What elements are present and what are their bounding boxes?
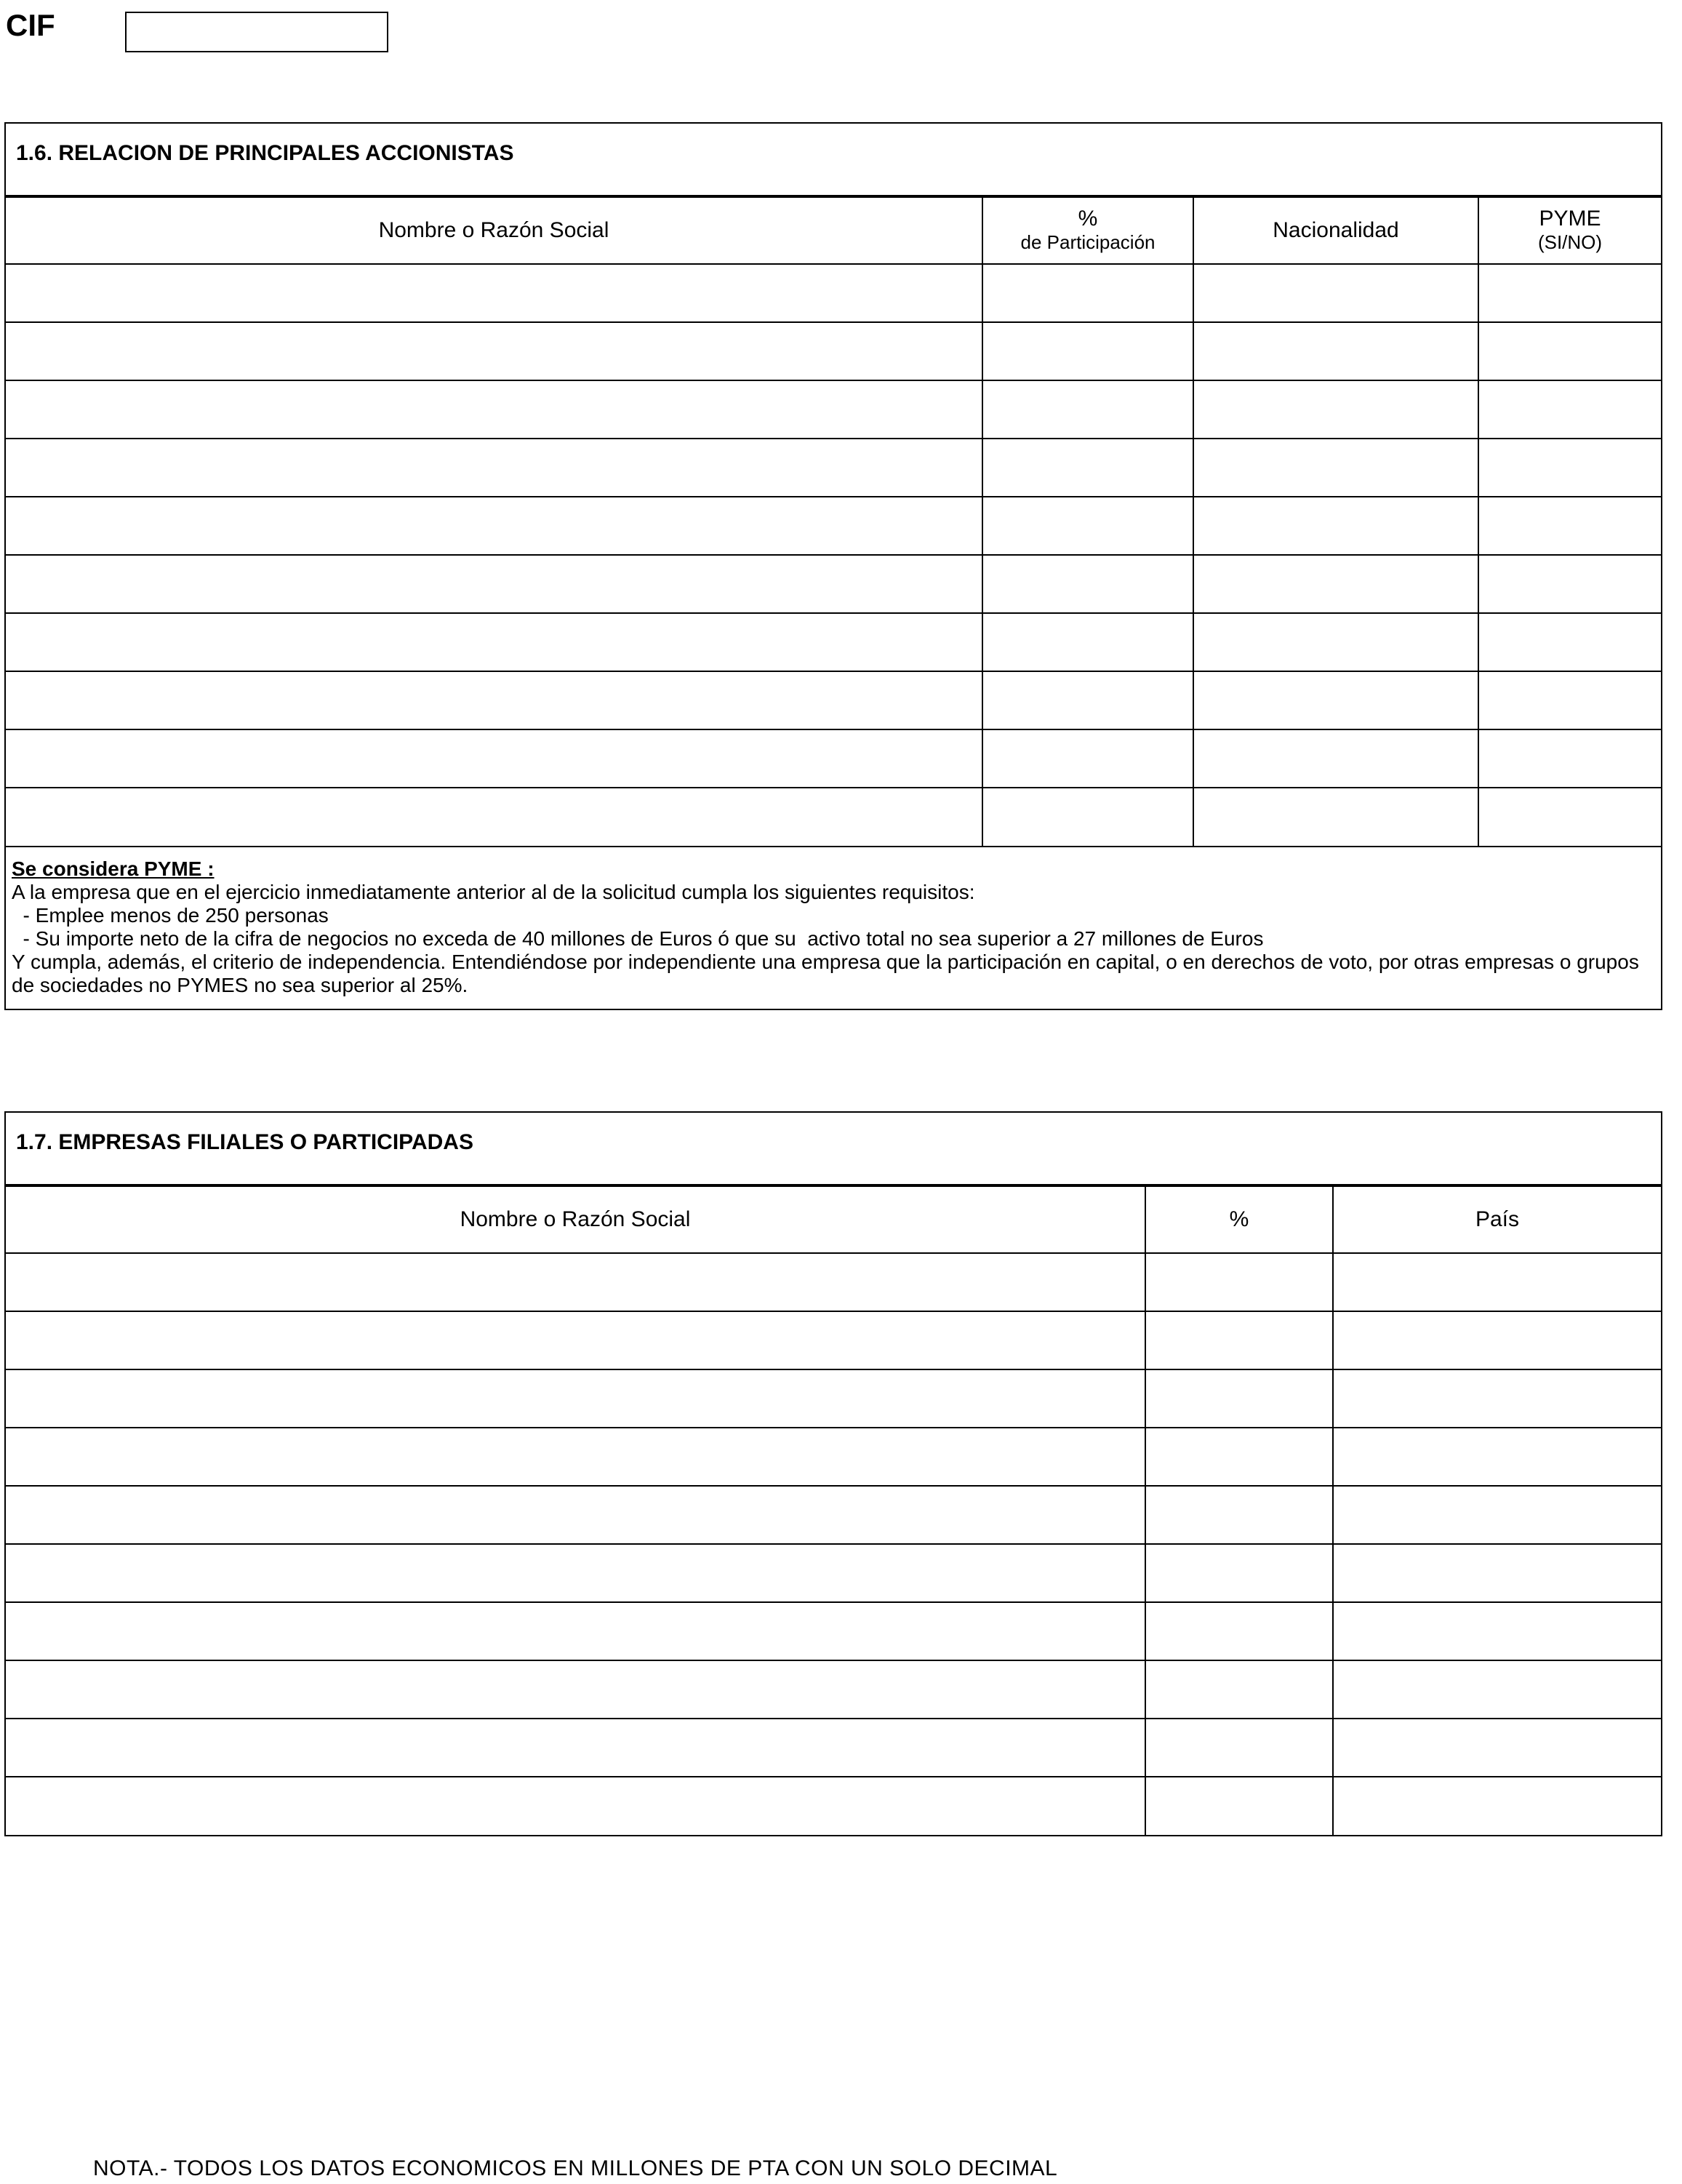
table-cell-nationality xyxy=(1193,555,1478,613)
table-cell-pct xyxy=(1145,1777,1333,1835)
table-cell-name xyxy=(6,555,982,613)
table-cell-pct xyxy=(982,380,1193,439)
country-input[interactable] xyxy=(1334,1777,1661,1835)
table-cell-country xyxy=(1333,1253,1661,1311)
pct-input[interactable] xyxy=(1146,1428,1332,1485)
table-row xyxy=(6,555,1661,613)
table-cell-pyme xyxy=(1478,380,1661,439)
nationality-input[interactable] xyxy=(1194,323,1478,380)
table-cell-pct xyxy=(1145,1544,1333,1602)
table-cell-nationality xyxy=(1193,671,1478,729)
pct-input[interactable] xyxy=(1146,1370,1332,1427)
pct-input[interactable] xyxy=(983,497,1193,554)
pct-input[interactable] xyxy=(1146,1661,1332,1718)
table-row xyxy=(6,1486,1661,1544)
section-title-subsidiaries: 1.7. EMPRESAS FILIALES O PARTICIPADAS xyxy=(6,1113,1661,1185)
table-cell-pyme xyxy=(1478,729,1661,788)
table-cell-name xyxy=(6,1486,1145,1544)
name-input[interactable] xyxy=(6,1487,1145,1543)
table-cell-name xyxy=(6,671,982,729)
table-row xyxy=(6,1311,1661,1369)
table-cell-country xyxy=(1333,1369,1661,1428)
table-cell-name xyxy=(6,1369,1145,1428)
pct-input[interactable] xyxy=(1146,1312,1332,1369)
table-cell-name xyxy=(6,264,982,322)
pyme-input[interactable] xyxy=(1479,556,1661,612)
country-input[interactable] xyxy=(1334,1254,1661,1311)
table-cell-name xyxy=(6,613,982,671)
nationality-input[interactable] xyxy=(1194,730,1478,787)
name-input[interactable] xyxy=(6,1603,1145,1660)
table-cell-pyme xyxy=(1478,439,1661,497)
nationality-input[interactable] xyxy=(1194,381,1478,438)
country-input[interactable] xyxy=(1334,1312,1661,1369)
nationality-input[interactable] xyxy=(1194,672,1478,729)
table-cell-country xyxy=(1333,1660,1661,1719)
table-cell-pyme xyxy=(1478,788,1661,846)
pct-input[interactable] xyxy=(1146,1545,1332,1601)
table-cell-name xyxy=(6,1602,1145,1660)
pct-input[interactable] xyxy=(983,730,1193,787)
nationality-input[interactable] xyxy=(1194,614,1478,671)
pct-input[interactable] xyxy=(1146,1777,1332,1835)
pyme-input[interactable] xyxy=(1479,439,1661,496)
table-cell-pct xyxy=(982,613,1193,671)
pyme-input[interactable] xyxy=(1479,265,1661,321)
table-cell-pct xyxy=(1145,1660,1333,1719)
table-cell-name xyxy=(6,439,982,497)
name-input[interactable] xyxy=(6,265,982,321)
section-subsidiaries xyxy=(4,1111,1662,1836)
shareholders-table xyxy=(6,196,1661,846)
table-cell-pyme xyxy=(1478,613,1661,671)
table-cell-nationality xyxy=(1193,497,1478,555)
name-input[interactable] xyxy=(6,556,982,612)
col-header-pyme-label: PYME xyxy=(1539,207,1601,231)
table-cell-name xyxy=(6,729,982,788)
pyme-notes-line: A la empresa que en el ejercicio inmediatamente anterior al de la solicitud cumpla los siguientes requisitos: xyxy=(12,881,975,903)
pct-input[interactable] xyxy=(983,556,1193,612)
country-input[interactable] xyxy=(1334,1719,1661,1776)
table-row xyxy=(6,729,1661,788)
section-shareholders xyxy=(4,122,1662,1010)
name-input[interactable] xyxy=(6,672,982,729)
name-input[interactable] xyxy=(6,1254,1145,1311)
table-row xyxy=(6,380,1661,439)
table-cell-country xyxy=(1333,1486,1661,1544)
subsidiaries-table xyxy=(6,1185,1661,1835)
col-header-participation xyxy=(982,197,1193,264)
pyme-input[interactable] xyxy=(1479,730,1661,787)
section-title-shareholders: 1.6. RELACION DE PRINCIPALES ACCIONISTAS xyxy=(6,124,1661,196)
cif-input[interactable] xyxy=(125,12,388,52)
table-cell-nationality xyxy=(1193,788,1478,846)
table-cell-country xyxy=(1333,1719,1661,1777)
table-cell-pct xyxy=(982,671,1193,729)
table-row xyxy=(6,1777,1661,1835)
table-cell-pct xyxy=(1145,1253,1333,1311)
country-input[interactable] xyxy=(1334,1545,1661,1601)
col-header-percentage: % xyxy=(1145,1186,1333,1253)
table-cell-pyme xyxy=(1478,264,1661,322)
table-cell-pct xyxy=(982,497,1193,555)
table-cell-nationality xyxy=(1193,613,1478,671)
table-cell-pct xyxy=(1145,1602,1333,1660)
table-cell-name xyxy=(6,1777,1145,1835)
pct-input[interactable] xyxy=(983,381,1193,438)
col-header-name: Nombre o Razón Social xyxy=(6,1186,1145,1253)
pyme-input[interactable] xyxy=(1479,323,1661,380)
name-input[interactable] xyxy=(6,1428,1145,1485)
name-input[interactable] xyxy=(6,1545,1145,1601)
pyme-definition-notes xyxy=(6,846,1661,1009)
table-row xyxy=(6,264,1661,322)
pct-input[interactable] xyxy=(1146,1487,1332,1543)
pyme-input[interactable] xyxy=(1479,614,1661,671)
name-input[interactable] xyxy=(6,1312,1145,1369)
pct-input[interactable] xyxy=(1146,1254,1332,1311)
table-cell-name xyxy=(6,497,982,555)
pyme-notes-title: Se considera PYME : xyxy=(12,857,215,880)
table-cell-name xyxy=(6,1311,1145,1369)
nationality-input[interactable] xyxy=(1194,556,1478,612)
table-cell-nationality xyxy=(1193,439,1478,497)
table-row xyxy=(6,613,1661,671)
footer-note: NOTA.- TODOS LOS DATOS ECONOMICOS EN MILLONES DE PTA CON UN SOLO DECIMAL xyxy=(93,2156,1058,2180)
name-input[interactable] xyxy=(6,1661,1145,1718)
name-input[interactable] xyxy=(6,1777,1145,1835)
table-row xyxy=(6,1660,1661,1719)
table-cell-pyme xyxy=(1478,322,1661,380)
name-input[interactable] xyxy=(6,730,982,787)
table-cell-nationality xyxy=(1193,264,1478,322)
country-input[interactable] xyxy=(1334,1487,1661,1543)
col-header-participation-label: de Participación xyxy=(1020,231,1156,253)
table-cell-country xyxy=(1333,1777,1661,1835)
table-cell-nationality xyxy=(1193,380,1478,439)
table-cell-pct xyxy=(982,264,1193,322)
table-cell-name xyxy=(6,322,982,380)
pct-input[interactable] xyxy=(983,323,1193,380)
table-cell-country xyxy=(1333,1428,1661,1486)
table-row xyxy=(6,322,1661,380)
pct-input[interactable] xyxy=(1146,1603,1332,1660)
nationality-input[interactable] xyxy=(1194,788,1478,846)
table-cell-country xyxy=(1333,1311,1661,1369)
country-input[interactable] xyxy=(1334,1661,1661,1718)
table-row xyxy=(6,788,1661,846)
col-header-name: Nombre o Razón Social xyxy=(6,197,982,264)
col-header-pyme-options: (SI/NO) xyxy=(1537,231,1603,253)
col-header-country: País xyxy=(1333,1186,1661,1253)
table-row xyxy=(6,439,1661,497)
table-cell-name xyxy=(6,1544,1145,1602)
name-input[interactable] xyxy=(6,323,982,380)
table-cell-pyme xyxy=(1478,497,1661,555)
table-row xyxy=(6,1369,1661,1428)
table-row xyxy=(6,1253,1661,1311)
country-input[interactable] xyxy=(1334,1428,1661,1485)
table-row xyxy=(6,1719,1661,1777)
table-row xyxy=(6,1428,1661,1486)
nationality-input[interactable] xyxy=(1194,497,1478,554)
table-row xyxy=(6,497,1661,555)
pyme-notes-line: - Emplee menos de 250 personas xyxy=(12,904,329,927)
table-cell-pct xyxy=(1145,1311,1333,1369)
name-input[interactable] xyxy=(6,1370,1145,1427)
pyme-input[interactable] xyxy=(1479,497,1661,554)
pct-input[interactable] xyxy=(983,788,1193,846)
table-cell-name xyxy=(6,380,982,439)
table-cell-pct xyxy=(1145,1719,1333,1777)
name-input[interactable] xyxy=(6,381,982,438)
table-cell-name xyxy=(6,1719,1145,1777)
table-row xyxy=(6,671,1661,729)
name-input[interactable] xyxy=(6,788,982,846)
pct-input[interactable] xyxy=(1146,1719,1332,1776)
col-header-pyme xyxy=(1478,197,1661,264)
name-input[interactable] xyxy=(6,439,982,496)
table-row xyxy=(6,1602,1661,1660)
table-cell-pct xyxy=(1145,1369,1333,1428)
col-header-participation-symbol: % xyxy=(1078,207,1098,231)
pct-input[interactable] xyxy=(983,439,1193,496)
pct-input[interactable] xyxy=(983,265,1193,321)
pct-input[interactable] xyxy=(983,614,1193,671)
pyme-input[interactable] xyxy=(1479,381,1661,438)
table-cell-pct xyxy=(1145,1428,1333,1486)
table-cell-pct xyxy=(982,322,1193,380)
country-input[interactable] xyxy=(1334,1603,1661,1660)
col-header-nationality: Nacionalidad xyxy=(1193,197,1478,264)
pyme-input[interactable] xyxy=(1479,672,1661,729)
table-cell-name xyxy=(6,788,982,846)
table-cell-pct xyxy=(982,788,1193,846)
table-cell-pct xyxy=(1145,1486,1333,1544)
nationality-input[interactable] xyxy=(1194,439,1478,496)
name-input[interactable] xyxy=(6,1719,1145,1776)
table-cell-country xyxy=(1333,1602,1661,1660)
pyme-input[interactable] xyxy=(1479,788,1661,846)
table-cell-pyme xyxy=(1478,671,1661,729)
pyme-notes-line: Y cumpla, además, el criterio de independencia. Entendiéndose por independiente una empresa que la participación en capital, o en derechos de voto, por otras empresas o grupos de sociedades no PYMES no sea superior al 25%. xyxy=(12,951,1639,996)
table-cell-pct xyxy=(982,729,1193,788)
nationality-input[interactable] xyxy=(1194,265,1478,321)
table-cell-pyme xyxy=(1478,555,1661,613)
table-cell-name xyxy=(6,1253,1145,1311)
table-cell-nationality xyxy=(1193,729,1478,788)
table-cell-pct xyxy=(982,439,1193,497)
table-row xyxy=(6,1544,1661,1602)
table-cell-name xyxy=(6,1428,1145,1486)
pct-input[interactable] xyxy=(983,672,1193,729)
table-cell-pct xyxy=(982,555,1193,613)
name-input[interactable] xyxy=(6,497,982,554)
table-cell-nationality xyxy=(1193,322,1478,380)
cif-label: CIF xyxy=(6,8,55,42)
table-cell-country xyxy=(1333,1544,1661,1602)
country-input[interactable] xyxy=(1334,1370,1661,1427)
pyme-notes-line: - Su importe neto de la cifra de negocios no exceda de 40 millones de Euros ó que su activo total no sea superior a 27 millones de Euros xyxy=(12,927,1264,950)
table-cell-name xyxy=(6,1660,1145,1719)
name-input[interactable] xyxy=(6,614,982,671)
